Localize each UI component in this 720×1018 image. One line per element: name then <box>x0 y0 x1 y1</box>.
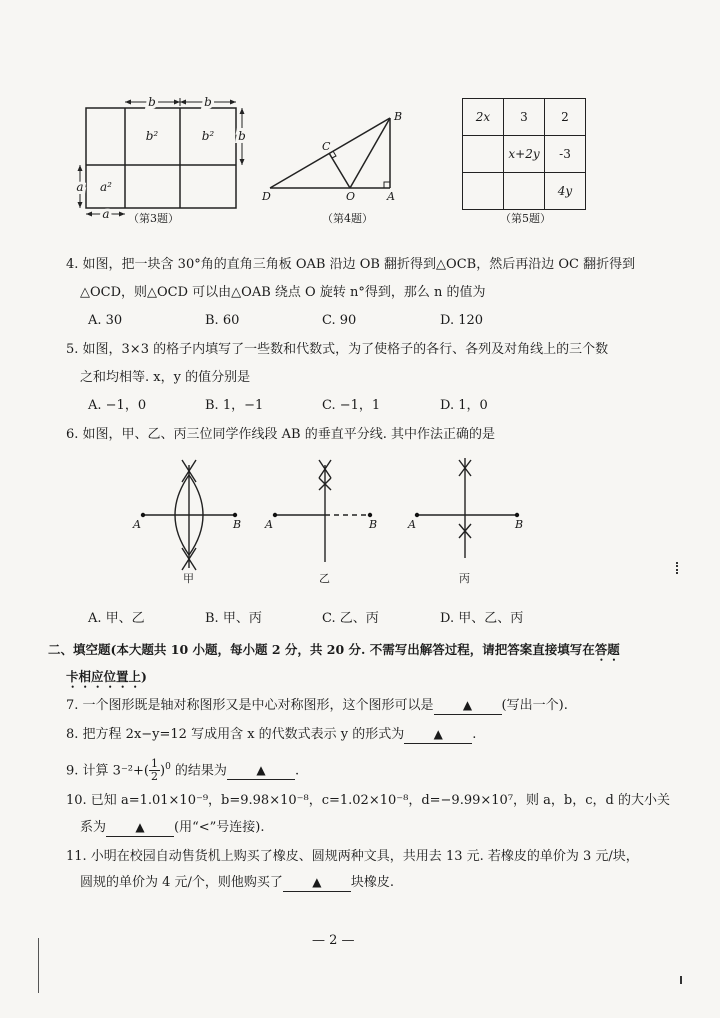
q4-option-c: C. 90 <box>322 313 357 328</box>
figure-3-caption: （第3题） <box>128 212 179 225</box>
fig6-point-B: B <box>515 518 524 531</box>
grid-cell <box>463 173 504 210</box>
fig4-point-D: D <box>262 190 271 203</box>
fig6-caption-jia: 甲 <box>183 572 194 585</box>
grid-cell: 3 <box>504 99 545 136</box>
fig3-label-a-squared: a² <box>100 180 112 194</box>
section2-heading-cont <box>66 668 147 691</box>
fig6-point-A: A <box>133 518 141 531</box>
q11-line2 <box>80 873 394 892</box>
q4-option-b: B. 60 <box>205 313 240 328</box>
grid-cell <box>463 136 504 173</box>
answer-blank: ▲ <box>106 818 174 837</box>
q11-line1: 11. 小明在校园自动售货机上购买了橡皮、圆规两种文具，共用去 13 元. 若橡皮的单价为 3 元/块， <box>66 849 639 864</box>
fig3-label-a: a <box>76 180 84 194</box>
q6-line1: 6. 如图，甲、乙、丙三位同学作线段 AB 的垂直平分线. 其中作法正确的是 <box>66 427 496 442</box>
figure-5-grid <box>462 98 586 210</box>
q9-exponent: 0 <box>165 762 171 772</box>
fig4-point-C: C <box>322 140 331 153</box>
q8 <box>66 725 476 744</box>
q5-option-a: A. −1，0 <box>88 398 147 413</box>
section2-heading <box>48 641 620 664</box>
q4-line1: 4. 如图，把一块含 30°角的直角三角板 OAB 沿边 OB 翻折得到△OCB，然后再沿边 OC 翻折得到 <box>66 257 636 272</box>
q5-option-c: C. −1，1 <box>322 398 381 413</box>
scan-edge-line <box>38 938 39 993</box>
q6-option-d: D. 甲、乙、丙 <box>440 611 524 626</box>
q8-text-end: . <box>472 727 477 742</box>
q9-numerator: 1 <box>150 757 158 771</box>
q9-paren: ) <box>159 763 166 779</box>
q5-line1: 5. 如图，3×3 的格子内填写了一些数和代数式，为了使格子的各行、各列及对角线上的三个数 <box>66 342 609 357</box>
fig6-point-B: B <box>369 518 378 531</box>
fig6-caption-bing: 丙 <box>459 572 470 585</box>
fig6-point-A: A <box>408 518 416 531</box>
q5-option-b: B. 1，−1 <box>205 398 264 413</box>
answer-blank: ▲ <box>404 725 472 744</box>
figure-5-caption: （第5题） <box>500 212 551 225</box>
q8-text: 8. 把方程 2x−y=12 写成用含 x 的代数式表示 y 的形式为 <box>66 727 405 742</box>
figure-4-caption: （第4题） <box>322 212 373 225</box>
grid-cell: 2 <box>545 99 586 136</box>
q5-option-d: D. 1，0 <box>440 398 488 413</box>
fig6-point-B: B <box>233 518 242 531</box>
fig3-label-b-squared: b² <box>201 129 215 143</box>
fig3-label-b: b <box>238 129 246 143</box>
q9 <box>66 758 299 783</box>
q9-fraction <box>149 758 160 783</box>
q6-option-a: A. 甲、乙 <box>88 611 145 626</box>
grid-cell: 4y <box>545 173 586 210</box>
q4-option-d: D. 120 <box>440 313 484 328</box>
q9-denominator: 2 <box>150 770 158 784</box>
grid-cell: 2x <box>463 99 504 136</box>
q4-option-a: A. 30 <box>88 313 123 328</box>
q6-option-c: C. 乙、丙 <box>322 611 379 626</box>
figure-6-diagram <box>125 450 545 590</box>
fig6-caption-yi: 乙 <box>319 572 330 585</box>
q7-text-end: (写出一个). <box>501 698 568 713</box>
section2-heading-main: 二、填空题(本大题共 10 小题，每小题 2 分，共 20 分. 不需写出解答过程，请把答案直接填写在 <box>48 642 595 657</box>
q9-text: 9. 计算 3⁻²+( <box>66 763 149 779</box>
q9-text-end: . <box>294 763 300 779</box>
grid-cell <box>504 173 545 210</box>
q10-text-end: (用“<”号连接). <box>174 820 265 835</box>
fig6-point-A: A <box>265 518 273 531</box>
fig3-label-b: b <box>148 95 156 109</box>
fig3-label-a: a <box>102 207 110 220</box>
figure-4-diagram <box>260 108 410 203</box>
section2-heading-emphasis: 卡相应位置上 <box>66 669 142 684</box>
q10-line2 <box>80 818 264 837</box>
q11-text-end: 块橡皮. <box>350 875 395 890</box>
q9-text-mid: 的结果为 <box>170 763 227 779</box>
q5-line2: 之和均相等. x，y 的值分别是 <box>80 370 251 385</box>
scan-mark <box>680 976 682 984</box>
fig4-point-B: B <box>394 110 403 123</box>
q10-line1: 10. 已知 a=1.01×10⁻⁹，b=9.98×10⁻⁸，c=1.02×10⁻⁸，d=−9.99×10⁷，则 a，b，c，d 的大小关 <box>66 793 670 808</box>
fig3-label-b-squared: b² <box>145 129 159 143</box>
q4-line2: △OCD，则△OCD 可以由△OAB 绕点 O 旋转 n°得到，那么 n 的值为 <box>80 285 486 300</box>
q11-text: 圆规的单价为 4 元/个，则他购买了 <box>80 875 283 890</box>
section2-heading-end: ) <box>141 669 147 684</box>
q6-option-b: B. 甲、丙 <box>205 611 262 626</box>
fig4-point-A: A <box>387 190 395 203</box>
answer-blank: ▲ <box>227 761 295 780</box>
q7-text: 7. 一个图形既是轴对称图形又是中心对称图形，这个图形可以是 <box>66 698 434 713</box>
q7 <box>66 696 568 715</box>
figure-3-diagram <box>70 90 270 220</box>
section2-heading-emphasis: 答题 <box>594 642 620 657</box>
fig4-point-O: O <box>346 190 356 203</box>
fig3-label-b: b <box>204 95 212 109</box>
answer-blank: ▲ <box>434 696 502 715</box>
answer-blank: ▲ <box>283 873 351 892</box>
grid-cell: x+2y <box>504 136 545 173</box>
page-number: — 2 — <box>312 933 355 948</box>
scan-mark <box>676 562 680 574</box>
grid-cell: -3 <box>545 136 586 173</box>
q10-text: 系为 <box>80 820 107 835</box>
